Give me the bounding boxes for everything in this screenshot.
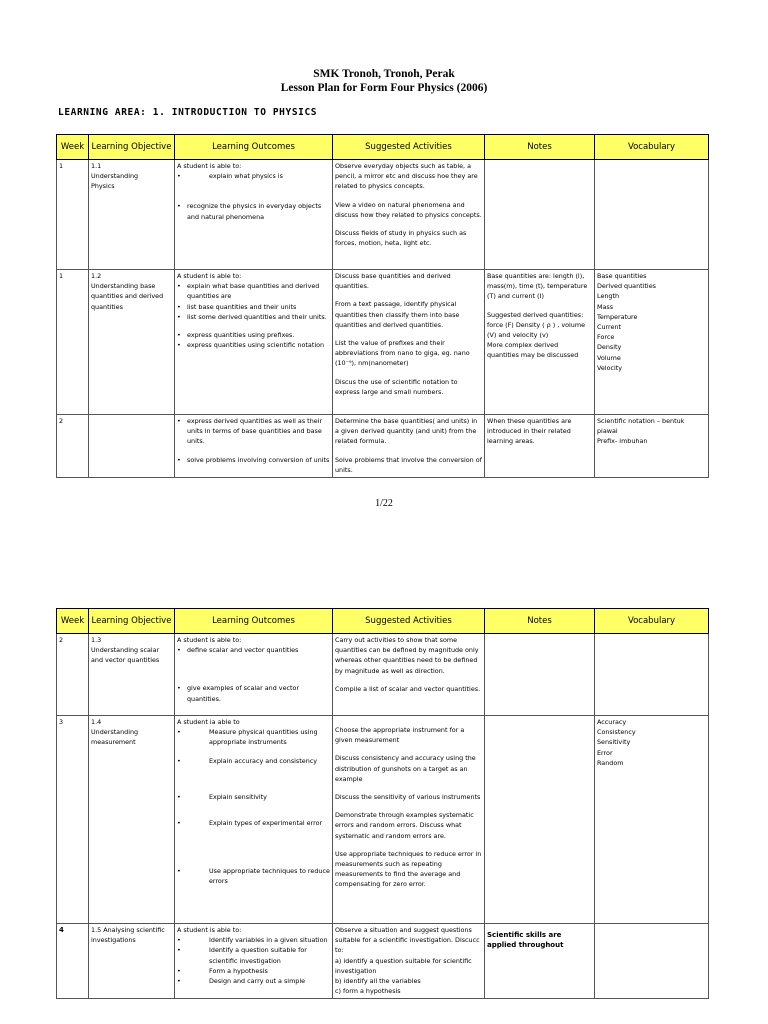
col-notes: Notes xyxy=(485,609,595,634)
activities-cell: Carry out activities to show that some quantities can be defined by magnitude only whereas other quantities need to be defined by magnitude as well as direction. Compile a list of scalar and vector quantities. xyxy=(333,634,485,716)
learning-area-heading: LEARNING AREA: 1. INTRODUCTION TO PHYSICS xyxy=(58,107,318,118)
col-objective: Learning Objective xyxy=(89,609,175,634)
col-notes: Notes xyxy=(485,135,595,160)
notes-cell: Scientific skills are applied throughout xyxy=(485,924,595,999)
col-activities: Suggested Activities xyxy=(333,135,485,160)
vocab-cell: Base quantities Derived quantities Length Mass Temperature Current Force Density Volume Velocity xyxy=(595,270,709,415)
col-outcomes: Learning Outcomes xyxy=(175,135,333,160)
outcomes-cell: A student is able to: • define scalar and vector quantities • give examples of scalar and vector quantities. xyxy=(175,634,333,716)
objective-cell: 1.4 Understanding measurement xyxy=(89,716,175,924)
activities-cell: Observe a situation and suggest questions suitable for a scientific investigation. Discucc to: a) identify a question suitable for scientific investigation b) identify all the variables c) form a hypothesis xyxy=(333,924,485,999)
notes-cell xyxy=(485,716,595,924)
week-cell: 2 xyxy=(57,634,89,716)
table-row xyxy=(57,924,709,999)
school-title: SMK Tronoh, Tronoh, Perak xyxy=(313,68,455,80)
notes-cell xyxy=(485,160,595,270)
lesson-table-2 xyxy=(56,608,709,999)
week-cell: 1 xyxy=(57,270,89,415)
objective-cell: 1.5 Analysing scientific investigations xyxy=(89,924,175,999)
col-vocab: Vocabulary xyxy=(595,135,709,160)
table-row xyxy=(57,716,709,924)
activities-cell: Discuss base quantities and derived quantities. From a text passage, identify physical quantities then classify them into base quantities and derived quantities. List the value of prefixes and their abbreviations from nano to giga, eg. nano (10⁻⁹), nm(nanometer) Discus the use of scientific notation to express large and small numbers. xyxy=(333,270,485,415)
week-cell: 2 xyxy=(57,415,89,478)
notes-cell: When these quantities are introduced in their related learning areas. xyxy=(485,415,595,478)
outcomes-cell: A student is able to: • Identify variables in a given situation • Identify a question suitable for scientific investigation • Form a hypothesis • Design and carry out a simple xyxy=(175,924,333,999)
week-cell: 3 xyxy=(57,716,89,924)
table-header-row xyxy=(57,135,709,160)
outcomes-cell: A student is able to: • explain what physics is • recognize the physics in everyday objects and natural phenomena xyxy=(175,160,333,270)
vocab-cell xyxy=(595,634,709,716)
vocab-cell: Scientific notation – bentuk piawai Prefix- imbuhan xyxy=(595,415,709,478)
table-header-row xyxy=(57,609,709,634)
col-week: Week xyxy=(57,609,89,634)
activities-cell: Determine the base quantities( and units) in a given derived quantity (and unit) from the related formula. Solve problems that involve the conversion of units. xyxy=(333,415,485,478)
col-outcomes: Learning Outcomes xyxy=(175,609,333,634)
week-cell: 1 xyxy=(57,160,89,270)
objective-cell: 1.1 Understanding Physics xyxy=(89,160,175,270)
outcomes-cell: A student is able to: • explain what base quantities and derived quantities are • list base quantities and their units • list some derived quantities and their units. • express quantities using prefixes. • express quantities using scientific notation xyxy=(175,270,333,415)
table-row xyxy=(57,415,709,478)
col-vocab: Vocabulary xyxy=(595,609,709,634)
objective-cell: 1.3 Understanding scalar and vector quantities xyxy=(89,634,175,716)
objective-cell: 1.2 Understanding base quantities and derived quantities xyxy=(89,270,175,415)
plan-title: Lesson Plan for Form Four Physics (2006) xyxy=(280,82,488,94)
activities-cell: Choose the appropriate instrument for a given measurement Discuss consistency and accuracy using the distribution of gunshots on a target as an example Discuss the sensitivity of various instruments Demonstrate through examples systematic errors and random errors. Discuss what systematic and random errors are. Use appropriate techniques to reduce error in measurements such as repeating measurements to find the average and compensating for zero error. xyxy=(333,716,485,924)
activities-cell: Observe everyday objects such as table, a pencil, a mirror etc and discuss hoe they are related to physics concepts. View a video on natural phenomena and discuss how they related to physics concepts. Discuss fields of study in physics such as forces, motion, heta, light etc. xyxy=(333,160,485,270)
table-row xyxy=(57,634,709,716)
outcomes-cell: • express derived quantities as well as their units in terms of base quantities and base units. • solve problems involving conversion of units xyxy=(175,415,333,478)
lesson-table-1 xyxy=(56,134,709,478)
outcomes-cell: A student ia able to • Measure physical quantities using appropriate instruments • Explain accuracy and consistency • Explain sensitivity • Explain types of experimental error • Use appropriate techniques to reduce errors xyxy=(175,716,333,924)
vocab-cell xyxy=(595,924,709,999)
vocab-cell: Accuracy Consistency Sensitivity Error Random xyxy=(595,716,709,924)
vocab-cell xyxy=(595,160,709,270)
table-row xyxy=(57,270,709,415)
week-cell: 4 xyxy=(57,924,89,999)
col-objective: Learning Objective xyxy=(89,135,175,160)
table-row xyxy=(57,160,709,270)
objective-cell xyxy=(89,415,175,478)
page-number: 1/22 xyxy=(375,498,393,509)
col-activities: Suggested Activities xyxy=(333,609,485,634)
notes-cell: Base quantities are: length (l), mass(m), time (t), temperature (T) and current (I) Suggested derived quantities: force (F) Density ( ρ ) , volume (V) and velocity (v) More complex derived quantities may be discussed xyxy=(485,270,595,415)
notes-cell xyxy=(485,634,595,716)
col-week: Week xyxy=(57,135,89,160)
